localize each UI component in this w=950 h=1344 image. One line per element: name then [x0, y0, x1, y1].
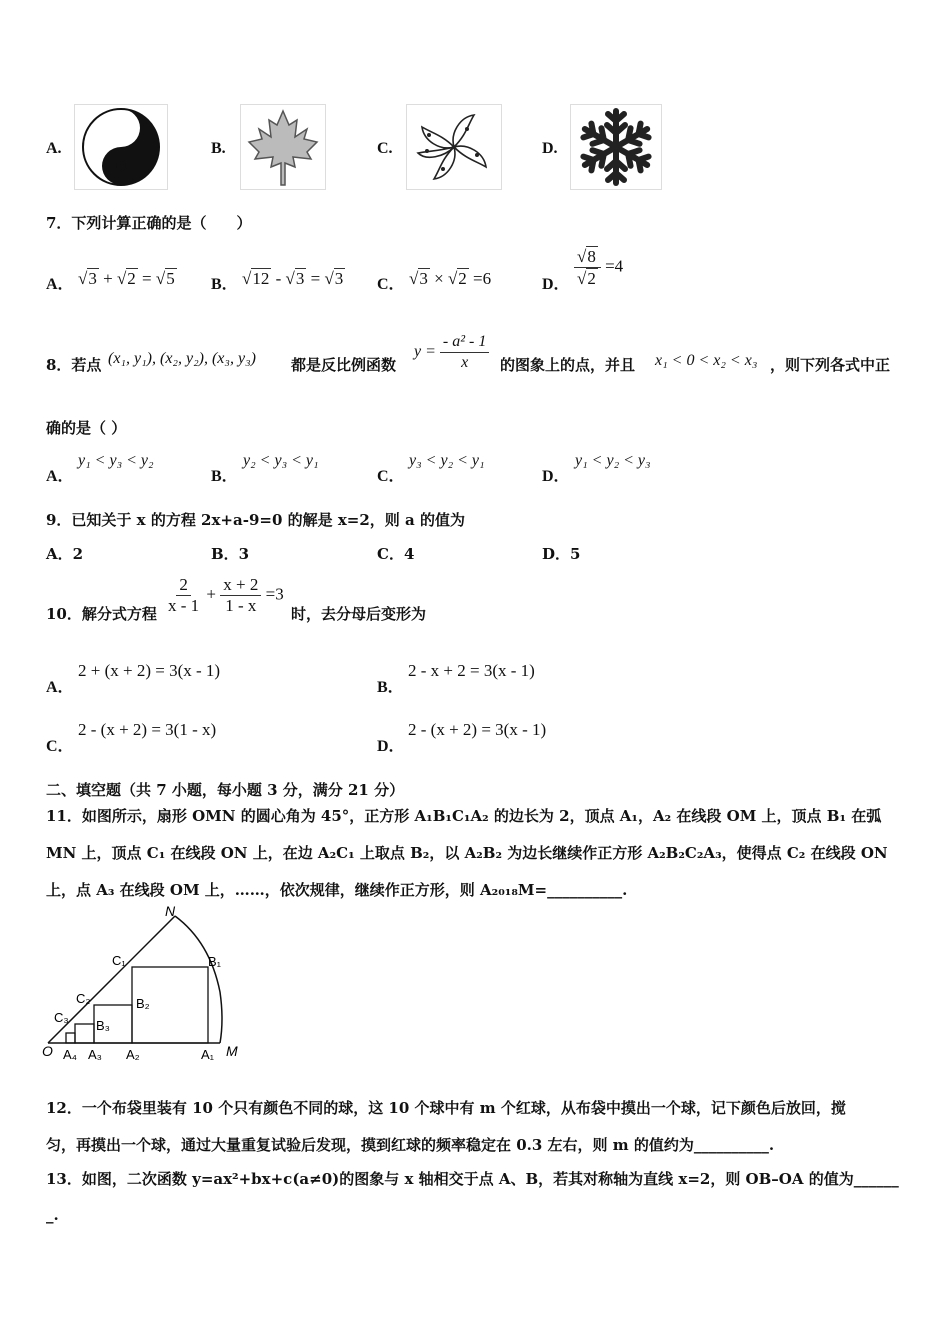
- q13-line1: 13．如图，二次函数 y=ax²+bx+c(a≠0)的图象与 x 轴相交于点 A、B，若其对称轴为直线 x=2，则 OB–OA 的值为______: [46, 1170, 899, 1188]
- q7-c-label: C．: [377, 276, 405, 293]
- q10-b-answer: 2 - x + 2 = 3(x - 1): [408, 661, 535, 680]
- q8-mid: 都是反比例函数: [291, 356, 397, 374]
- q8-b-label: B．: [211, 468, 238, 485]
- q8-points: (x₁, y₁), (x₂, y₂), (x₃, y₃): [108, 350, 256, 367]
- fig-label-A4: A₄: [63, 1047, 77, 1062]
- fig-label-A3: A₃: [88, 1047, 102, 1062]
- q10-equation: $\frac{2}{x - 1}$ + $\frac{x + 2}{1 - x}$ =3: [168, 575, 284, 615]
- q8-tail: ，则下列各式中正: [770, 356, 891, 374]
- fig-label-O: O: [42, 1043, 53, 1059]
- fig-label-B1: B₁: [208, 954, 222, 969]
- q7-b-label: B．: [211, 276, 238, 293]
- q9-c: C．4: [377, 545, 415, 563]
- q11-figure: [40, 902, 250, 1070]
- q8-b-answer: y₂ < y₃ < y₁: [243, 452, 319, 469]
- q11-line2: MN 上，顶点 C₁ 在线段 ON 上，在边 A₂C₁ 上取点 B₂，以 A₂B₂ 为边长继续作正方形 A₂B₂C₂A₃，使得点 C₂ 在线段 ON: [46, 844, 888, 862]
- bauhinia-flower-icon: [406, 104, 502, 190]
- q13-line2: _.: [46, 1206, 59, 1224]
- yin-yang-icon: [74, 104, 168, 190]
- q10-prefix: 10．解分式方程: [46, 605, 157, 623]
- q8-d-label: D．: [542, 468, 570, 485]
- q8-a-label: A．: [46, 468, 74, 485]
- q8-line2: 确的是（ ）: [46, 419, 127, 437]
- q6-option-a-label: A.: [46, 140, 62, 157]
- q10-d-answer: 2 - (x + 2) = 3(x - 1): [408, 720, 547, 739]
- q7-b-expression: √12 - √3 = √3: [242, 269, 344, 288]
- fig-label-N: N: [165, 903, 176, 919]
- q8-d-answer: y₁ < y₂ < y₃: [575, 452, 651, 469]
- fig-label-C1: C₁: [112, 953, 126, 968]
- q9-d: D．5: [542, 545, 581, 563]
- q7-a-expression: √3 + √2 = √5: [78, 269, 175, 288]
- q6-option-c-label: C.: [377, 140, 393, 157]
- fig-label-A2: A₂: [126, 1047, 140, 1062]
- q12-line2: 匀，再摸出一个球，通过大量重复试验后发现，摸到红球的频率稳定在 0.3 左右，则 m 的值约为__________.: [46, 1136, 775, 1154]
- q8-condition: x₁ < 0 < x₂ < x₃: [655, 352, 758, 369]
- q8-prefix: 8．若点: [46, 356, 102, 374]
- q9-stem: 9．已知关于 x 的方程 2x+a-9=0 的解是 x=2，则 a 的值为: [46, 511, 465, 529]
- q9-b: B．3: [211, 545, 250, 563]
- q10-a-label: A．: [46, 679, 74, 696]
- q7-a-label: A．: [46, 276, 74, 293]
- q11-line3: 上，点 A₃ 在线段 OM 上，……，依次规律，继续作正方形，则 A₂₀₁₈M=__________.: [46, 881, 628, 899]
- q8-c-label: C．: [377, 468, 405, 485]
- q10-b-label: B．: [377, 679, 404, 696]
- snowflake-icon: [570, 104, 662, 190]
- fig-label-B2: B₂: [136, 996, 150, 1011]
- fig-label-A1: A₁: [201, 1047, 215, 1062]
- q12-line1: 12．一个布袋里装有 10 个只有颜色不同的球，这 10 个球中有 m 个红球，从布袋中摸出一个球，记下颜色后放回，搅: [46, 1099, 846, 1117]
- fig-label-B3: B₃: [96, 1018, 110, 1033]
- q8-a-answer: y₁ < y₃ < y₂: [78, 452, 154, 469]
- q10-d-label: D．: [377, 738, 405, 755]
- section-2-title: 二、填空题（共 7 小题，每小题 3 分，满分 21 分）: [46, 781, 405, 799]
- q10-c-label: C．: [46, 738, 74, 755]
- q8-after: 的图象上的点，并且: [500, 356, 636, 374]
- q7-c-expression: √3 × √2 =6: [409, 269, 492, 288]
- q8-function: y = $\frac{\text{- a² - 1}}{x}$: [414, 332, 489, 373]
- q10-tail: 时，去分母后变形为: [291, 605, 427, 623]
- q11-line1: 11．如图所示，扇形 OMN 的圆心角为 45°，正方形 A₁B₁C₁A₂ 的边长为 2，顶点 A₁，A₂ 在线段 OM 上，顶点 B₁ 在弧: [46, 807, 882, 825]
- q6-option-b-label: B.: [211, 140, 226, 157]
- q10-c-answer: 2 - (x + 2) = 3(1 - x): [78, 720, 217, 739]
- fig-label-C3: C₃: [54, 1010, 69, 1025]
- q7-d-expression: $\frac{√8}{√2}$ =4: [574, 246, 623, 289]
- maple-leaf-icon: [240, 104, 326, 190]
- q7-d-label: D．: [542, 276, 570, 293]
- q10-a-answer: 2 + (x + 2) = 3(x - 1): [78, 661, 221, 680]
- fig-label-M: M: [226, 1043, 238, 1059]
- q7-stem: 7．下列计算正确的是（ ）: [46, 214, 252, 232]
- fig-label-C2: C₂: [76, 991, 91, 1006]
- q6-option-d-label: D.: [542, 140, 558, 157]
- q8-c-answer: y₃ < y₂ < y₁: [409, 452, 485, 469]
- q9-a: A．2: [46, 545, 84, 563]
